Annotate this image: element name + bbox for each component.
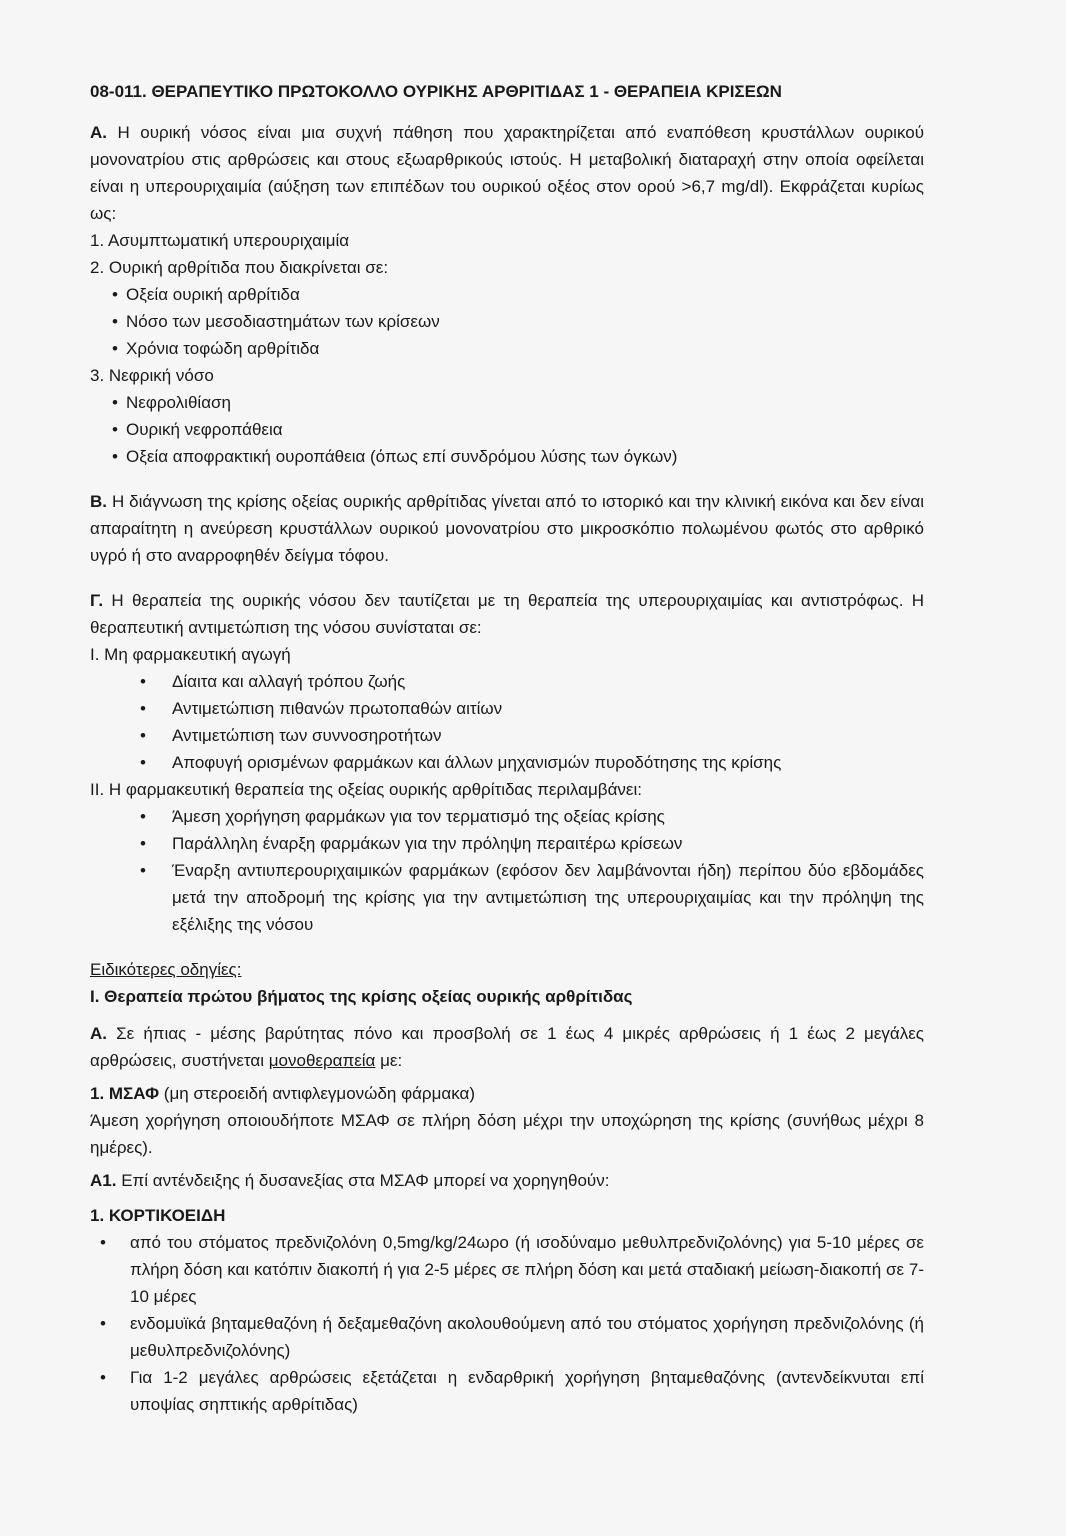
a1-text: Επί αντένδειξης ή δυσανεξίας στα ΜΣΑΦ μπορεί να χορηγηθούν: <box>121 1171 610 1190</box>
msaf-description: (μη στεροειδή αντιφλεγμονώδη φάρμακα) <box>163 1084 476 1103</box>
section-a-item-1: 1. Ασυμπτωματική υπερουριχαιμία <box>90 231 350 250</box>
list-item: • Οξεία ουρική αρθρίτιδα <box>112 281 924 308</box>
list-item: • Παράλληλη έναρξη φαρμάκων για την πρόληψη περαιτέρω κρίσεων <box>140 830 924 857</box>
monotherapy-term: μονοθεραπεία <box>268 1051 376 1070</box>
list-item: • Αποφυγή ορισμένων φαρμάκων και άλλων μηχανισμών πυροδότησης της κρίσης <box>140 749 924 776</box>
step-title: I. Θεραπεία πρώτου βήματος της κρίσης οξείας ουρικής αρθρίτιδας <box>90 987 633 1006</box>
a1-paragraph <box>90 1167 924 1194</box>
section-g-paragraph <box>90 587 924 641</box>
section-g-part-2-list <box>90 803 924 938</box>
list-item: • Έναρξη αντιυπερουριχαιμικών φαρμάκων (εφόσον δεν λαμβάνονται ήδη) περίπου δύο εβδομάδες μετά την αποδρομή της κρίσης για την αντιμετώπιση της υπερουριχαιμίας και την πρόληψη της εξέλιξης της νόσου <box>140 857 924 938</box>
section-b-text: Η διάγνωση της κρίσης οξείας ουρικής αρθρίτιδας γίνεται από το ιστορικό και την κλινική εικόνα και δεν είναι απαραίτητη η ανεύρεση κρυστάλλων ουρικού μονονατρίου στο μικροσκόπιο πολωμένου φωτός στο αρθρικό υγρό ή στο αναρροφηθέν δείγμα τόφου. <box>90 492 924 565</box>
list-item: • ενδομυϊκά βηταμεθαζόνη ή δεξαμεθαζόνη ακολουθούμενη από του στόματος χορήγηση πρεδνιζολόνης (ή μεθυλπρεδνιζολόνης) <box>100 1310 924 1364</box>
guideline-a-text: Σε ήπιας - μέσης βαρύτητας πόνο και προσβολή σε 1 έως 4 μικρές αρθρώσεις ή 1 έως 2 μεγάλες αρθρώσεις, συστήνεται <box>90 1024 924 1070</box>
section-a-item-2-list <box>90 281 924 362</box>
corticosteroids-list <box>90 1229 924 1418</box>
list-item: • Άμεση χορήγηση φαρμάκων για τον τερματισμό της οξείας κρίσης <box>140 803 924 830</box>
list-item: • από του στόματος πρεδνιζολόνη 0,5mg/kg/24ωρο (ή ισοδύναμο μεθυλπρεδνιζολόνης) για 5-10 μέρες σε πλήρη δόση και κατόπιν διακοπή ή για 2-5 μέρες σε πλήρη δόση και μετά σταδιακή μείωση-διακοπή σε 7-10 μέρες <box>100 1229 924 1310</box>
list-item: • Αντιμετώπιση πιθανών πρωτοπαθών αιτίων <box>140 695 924 722</box>
section-a-item-3-list <box>90 389 924 470</box>
list-item: • Νεφρολιθίαση <box>112 389 924 416</box>
msaf-heading <box>90 1080 924 1107</box>
msaf-text: Άμεση χορήγηση οποιουδήποτε ΜΣΑΦ σε πλήρη δόση μέχρι την υποχώρηση της κρίσης (συνήθως μέχρι 8 ημέρες). <box>90 1111 924 1157</box>
section-g-label: Γ. <box>90 591 104 610</box>
guideline-a-label: Α. <box>90 1024 107 1043</box>
corticosteroids-heading: 1. ΚΟΡΤΙΚΟΕΙΔΗ <box>90 1206 226 1225</box>
document-title: 08-011. ΘΕΡΑΠΕΥΤΙΚΟ ΠΡΩΤΟΚΟΛΛΟ ΟΥΡΙΚΗΣ ΑΡΘΡΙΤΙΔΑΣ 1 - ΘΕΡΑΠΕΙΑ ΚΡΙΣΕΩΝ <box>90 82 782 101</box>
section-a-text: Η ουρική νόσος είναι μια συχνή πάθηση που χαρακτηρίζεται από εναπόθεση κρυστάλλων ουρικού μονονατρίου στις αρθρώσεις και στους εξωαρθρικούς ιστούς. Η μεταβολική διαταραχή στην οποία οφείλεται είναι η υπερουριχαιμία (αύξηση των επιπέδων του ουρικού οξέος στον ορού >6,7 mg/dl). Εκφράζεται κυρίως ως: <box>90 123 924 223</box>
section-a-label: Α. <box>90 123 107 142</box>
list-item: • Δίαιτα και αλλαγή τρόπου ζωής <box>140 668 924 695</box>
section-g-part-1: I. Μη φαρμακευτική αγωγή <box>90 645 291 664</box>
list-item: • Αντιμετώπιση των συννοσηροτήτων <box>140 722 924 749</box>
section-a-item-2: 2. Ουρική αρθρίτιδα που διακρίνεται σε: <box>90 258 389 277</box>
list-item: • Ουρική νεφροπάθεια <box>112 416 924 443</box>
list-item: • Χρόνια τοφώδη αρθρίτιδα <box>112 335 924 362</box>
section-a-paragraph <box>90 119 924 227</box>
list-item: • Οξεία αποφρακτική ουροπάθεια (όπως επί συνδρόμου λύσης των όγκων) <box>112 443 924 470</box>
list-item: • Για 1-2 μεγάλες αρθρώσεις εξετάζεται η ενδαρθρική χορήγηση βηταμεθαζόνης (αντενδείκνυται επί υποψίας σηπτικής αρθρίτιδας) <box>100 1364 924 1418</box>
section-a-item-3: 3. Νεφρική νόσο <box>90 366 214 385</box>
section-g-part-2: II. Η φαρμακευτική θεραπεία της οξείας ουρικής αρθρίτιδας περιλαμβάνει: <box>90 780 642 799</box>
guideline-a-paragraph <box>90 1020 924 1074</box>
guideline-a-text-end: με: <box>380 1051 403 1070</box>
a1-label: Α1. <box>90 1171 117 1190</box>
guidelines-heading: Ειδικότερες οδηγίες: <box>90 960 242 979</box>
list-item: • Νόσο των μεσοδιαστημάτων των κρίσεων <box>112 308 924 335</box>
section-b-paragraph <box>90 488 924 569</box>
msaf-label: 1. ΜΣΑΦ <box>90 1084 160 1103</box>
section-g-text: Η θεραπεία της ουρικής νόσου δεν ταυτίζεται με τη θεραπεία της υπερουριχαιμίας και αντιστρόφως. Η θεραπευτική αντιμετώπιση της νόσου συνίσταται σε: <box>90 591 924 637</box>
section-b-label: Β. <box>90 492 107 511</box>
section-g-part-1-list <box>90 668 924 776</box>
